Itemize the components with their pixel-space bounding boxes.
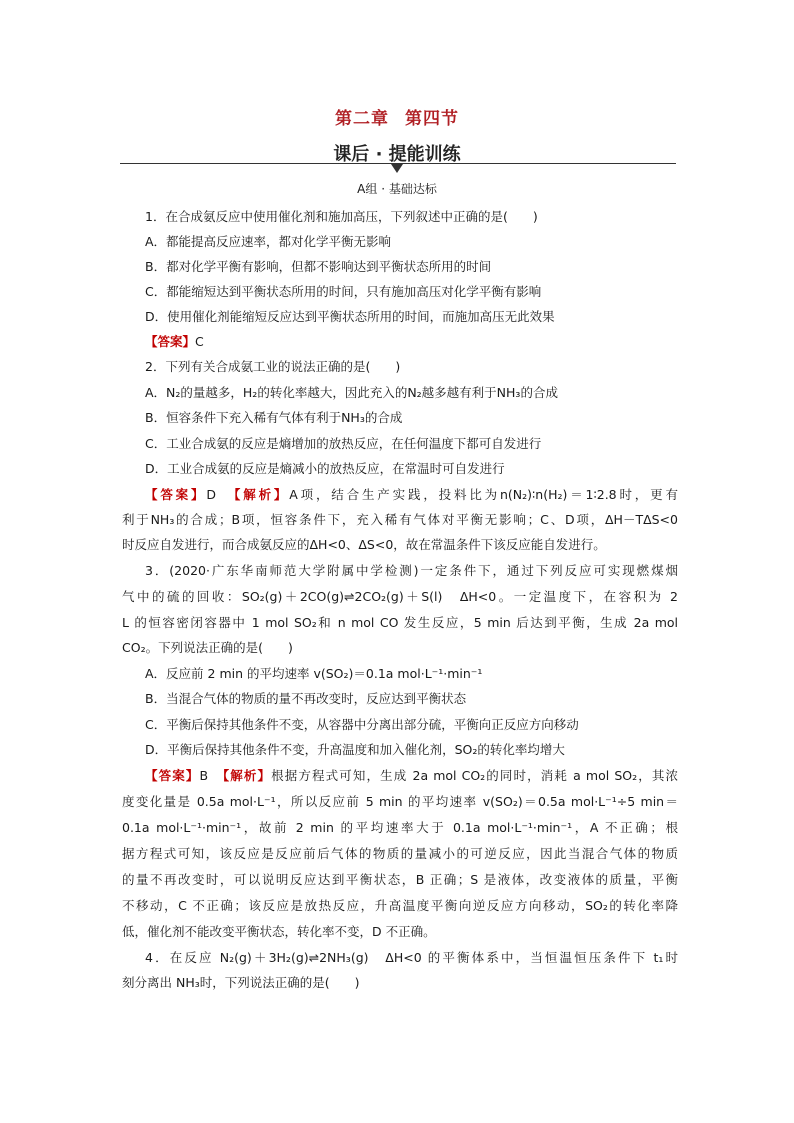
q1-option-b: B．都对化学平衡有影响，但都不影响达到平衡状态所用的时间	[145, 259, 492, 274]
q3-stem-line-2: 气中的硫的回收：SO₂(g)＋2CO(g)⇌2CO₂(g)＋S(l) ΔH<0。一定温度下，在容积为 2	[122, 589, 678, 604]
q3-analysis-line-6: 不移动，C 不正确；该反应是放热反应，升高温度平衡向逆反应方向移动，SO₂的转化率降	[122, 898, 678, 913]
group-title: A组 · 基础达标	[357, 182, 437, 196]
q3-analysis-line-2: 度变化量是 0.5a mol·L⁻¹，所以反应前 5 min 的平均速率 v(SO₂)＝0.5a mol·L⁻¹÷5 min＝	[122, 794, 678, 809]
page-subtitle: 课后 · 提能训练	[333, 144, 461, 165]
q3-option-a: A．反应前 2 min 的平均速率 v(SO₂)＝0.1a mol·L⁻¹·min⁻¹	[145, 666, 483, 681]
q2-option-c: C．工业合成氨的反应是熵增加的放热反应，在任何温度下都可自发进行	[145, 436, 542, 451]
q3-analysis-line-7: 低，催化剂不能改变平衡状态，转化率不变，D 不正确。	[122, 924, 436, 939]
q3-analysis-line-3: 0.1a mol·L⁻¹·min⁻¹，故前 2 min 的平均速率大于 0.1a mol·L⁻¹·min⁻¹，A 不正确；根	[122, 820, 678, 835]
q3-stem-line-4: CO₂。下列说法正确的是( )	[122, 640, 293, 655]
q3-answer: B	[199, 768, 209, 783]
chapter-heading	[0, 104, 794, 129]
q3-analysis-line-1	[145, 766, 678, 784]
answer-tag: 【答案】	[145, 487, 207, 502]
q1-option-d: D．使用催化剂能缩短反应达到平衡状态所用的时间，而施加高压无此效果	[145, 309, 555, 324]
section-label: 第四节	[405, 109, 459, 129]
q3-stem-line-1: 3．(2020·广东华南师范大学附属中学检测)一定条件下，通过下列反应可实现燃煤烟	[145, 563, 678, 578]
q2-analysis-line-1	[145, 485, 678, 503]
q1-option-a: A．都能提高反应速率，都对化学平衡无影响	[145, 234, 392, 249]
q1-answer-line	[145, 332, 204, 350]
q2-answer: D	[206, 487, 216, 502]
answer-tag: 【答案】	[145, 334, 196, 349]
q3-option-c: C．平衡后保持其他条件不变，从容器中分离出部分硫，平衡向正反应方向移动	[145, 717, 579, 732]
q2-option-d: D．工业合成氨的反应是熵减小的放热反应，在常温时可自发进行	[145, 461, 505, 476]
answer-tag: 【答案】	[145, 768, 200, 783]
analysis-tag: 【解析】	[222, 768, 272, 783]
q2-analysis-line-2: 利于NH₃的合成；B项，恒容条件下，充入稀有气体对平衡无影响；C、D项，ΔH－TΔS<0	[122, 512, 678, 527]
q3-option-b: B．当混合气体的物质的量不再改变时，反应达到平衡状态	[145, 691, 467, 706]
q2-stem: 2．下列有关合成氨工业的说法正确的是( )	[145, 359, 401, 374]
q2-analysis-text-1: A项，结合生产实践，投料比为n(N₂)∶n(H₂)＝1∶2.8时，更有	[289, 487, 678, 502]
q2-option-a: A．N₂的量越多，H₂的转化率越大，因此充入的N₂越多越有利于NH₃的合成	[145, 385, 558, 400]
q4-stem-line-1: 4．在反应 N₂(g)＋3H₂(g)⇌2NH₃(g) ΔH<0 的平衡体系中，当恒温恒压条件下 t₁时	[145, 950, 678, 965]
q3-stem-line-3: L 的恒容密闭容器中 1 mol SO₂和 n mol CO 发生反应，5 min 后达到平衡，生成 2a mol	[122, 615, 678, 630]
analysis-tag: 【解析】	[234, 487, 290, 502]
q4-stem-line-2: 刻分离出 NH₃时，下列说法正确的是( )	[122, 975, 360, 990]
q2-option-b: B．恒容条件下充入稀有气体有利于NH₃的合成	[145, 410, 403, 425]
q1-answer: C	[195, 334, 204, 349]
q1-option-c: C．都能缩短达到平衡状态所用的时间，只有施加高压对化学平衡有影响	[145, 284, 542, 299]
q3-analysis-line-4: 据方程式可知，该反应是反应前后气体的物质的量减小的可逆反应，因此当混合气体的物质	[122, 846, 678, 861]
q3-analysis-text-1: 根据方程式可知，生成 2a mol CO₂的同时，消耗 a mol SO₂，其浓	[271, 768, 678, 783]
q3-option-d: D．平衡后保持其他条件不变，升高温度和加入催化剂，SO₂的转化率均增大	[145, 742, 565, 757]
q2-analysis-line-3: 时反应自发进行，而合成氨反应的ΔH<0、ΔS<0，故在常温条件下该反应能自发进行。	[122, 537, 606, 552]
chapter-label: 第二章	[335, 109, 389, 129]
q3-analysis-line-5: 的量不再改变时，可以说明反应达到平衡状态，B 正确；S 是液体，改变液体的质量，平衡	[122, 872, 678, 887]
q1-stem: 1．在合成氨反应中使用催化剂和施加高压，下列叙述中正确的是( )	[145, 209, 538, 224]
down-triangle-icon	[391, 164, 403, 173]
